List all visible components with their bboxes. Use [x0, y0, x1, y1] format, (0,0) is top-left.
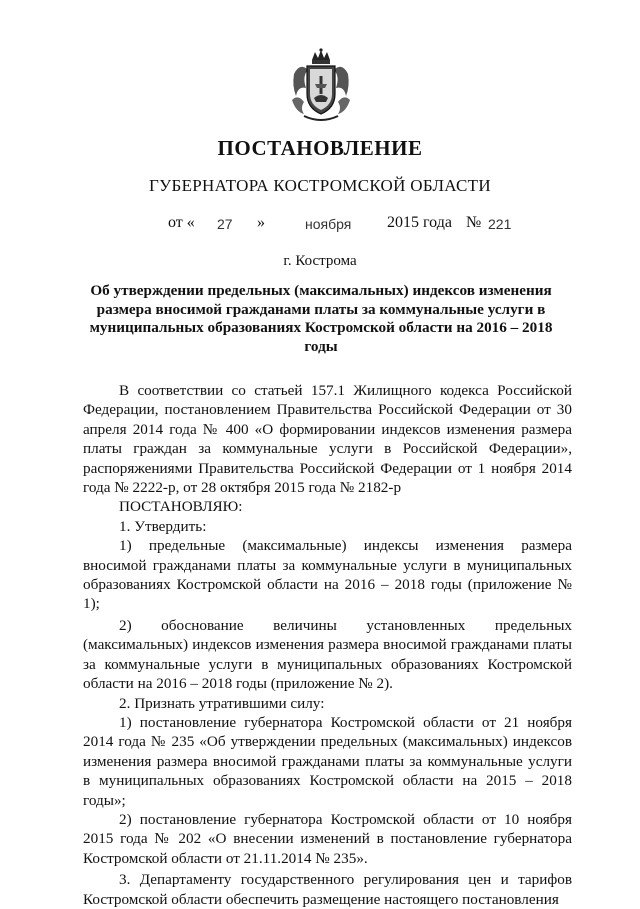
- coat-of-arms-emblem: [290, 48, 352, 122]
- date-year: 2015 года: [387, 214, 452, 231]
- document-number: 221: [488, 216, 512, 232]
- date-close-quote: »: [257, 214, 265, 231]
- paragraph-item-1-2: 2) обоснование величины установленных предельных (максимальных) индексов изменения размера вносимой гражданами платы за коммунальные услуги в муниципальных образованиях Костромской области на 2016 – 2018 годы (приложение № 2).: [83, 616, 572, 693]
- city-line: г. Кострома: [283, 253, 357, 269]
- paragraph-resolve: ПОСТАНОВЛЯЮ:: [119, 498, 243, 516]
- paragraph-preamble: В соответствии со статьей 157.1 Жилищного кодекса Российской Федерации, постановлением Правительства Российской Федерации от 30 апреля 2014 года № 400 «О формировании индексов изменения размера платы граждан за коммунальные услуги в Российской Федерации», распоряжениями Правительства Российской Федерации от 1 ноября 2014 года № 2222-р, от 28 октября 2015 года № 2182-р: [83, 382, 572, 497]
- paragraph-item-1: 1. Утвердить:: [119, 517, 207, 535]
- paragraph-item-2-2: 2) постановление губернатора Костромской области от 10 ноября 2015 года № 202 «О внесении изменений в постановление губернатора Костромской области от 21.11.2014 № 235».: [83, 810, 572, 867]
- date-line: [0, 214, 640, 236]
- document-title: ПОСТАНОВЛЕНИЕ: [217, 136, 423, 160]
- issuer-subtitle: ГУБЕРНАТОРА КОСТРОМСКОЙ ОБЛАСТИ: [149, 176, 491, 195]
- paragraph-item-2-1: 1) постановление губернатора Костромской области от 21 ноября 2014 года № 235 «Об утверждении предельных (максимальных) индексов изменения размера вносимой гражданами платы за коммунальные услуги в муниципальных образованиях Костромской области на 2015 – 2018 годы»;: [83, 713, 572, 809]
- date-prefix: от «: [168, 214, 195, 231]
- number-sign: №: [466, 214, 482, 231]
- document-body: [83, 381, 572, 909]
- date-day: 27: [217, 216, 233, 232]
- paragraph-item-1-1: 1) предельные (максимальные) индексы изменения размера вносимой гражданами платы за коммунальные услуги в муниципальных образованиях Костромской области на 2016 – 2018 годы (приложение № 1);: [83, 537, 572, 613]
- paragraph-item-3: 3. Департаменту государственного регулирования цен и тарифов Костромской области обеспечить размещение настоящего постановления: [83, 871, 572, 908]
- paragraph-item-2: 2. Признать утратившими силу:: [119, 694, 325, 712]
- document-heading: Об утверждении предельных (максимальных) индексов изменения размера вносимой гражданами платы за коммунальные услуги в муниципальных образованиях Костромской области на 2016 – 2018 годы: [89, 282, 553, 355]
- date-month: ноября: [305, 216, 352, 232]
